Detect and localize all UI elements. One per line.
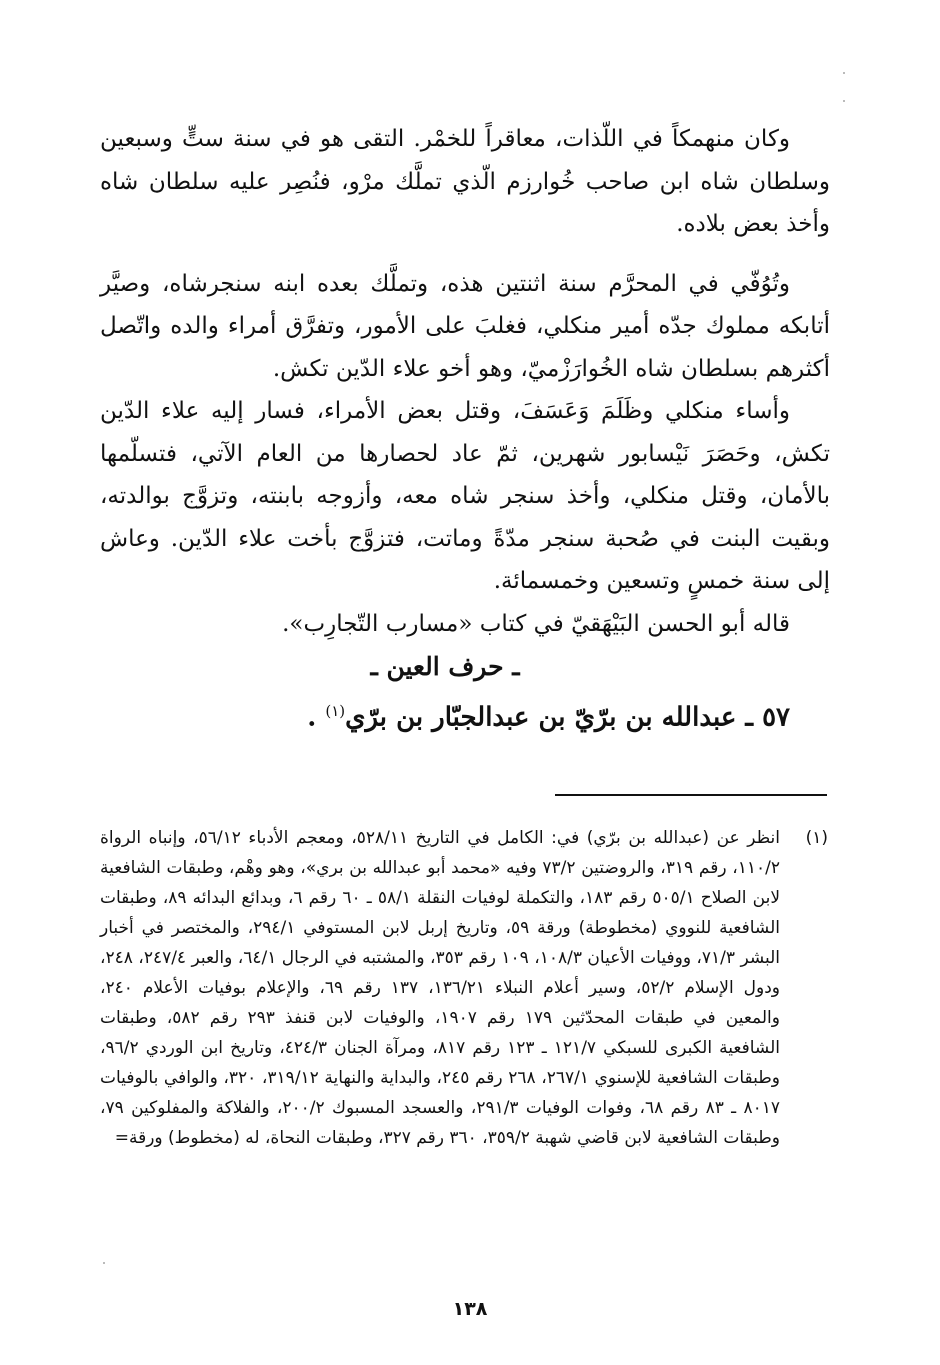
entry-title [100,689,830,740]
paragraph-2: وتُوُفّي في المحرَّم سنة اثنتين هذه، وتملَّك بعده ابنه سنجرشاه، وصيَّر أتابكه مملوك جدّه أمير منكلي، فغلبَ على الأمور، وتفرَّق أمراء والده واتّصل أكثرهم بسلطان شاه الخُوارَزْميّ، وهو أخو علاء الدّين تكش. [100,270,830,382]
section-heading: ـ حرف العين ـ [370,651,520,681]
footnote-reference: (١) [325,701,346,720]
footnote-marker: (١) [805,828,828,848]
paragraph-1: وكان منهمكاً في اللّذات، معاقراً للخمْر. التقى هو في سنة ستٍّ وسبعين وسلطان شاه ابن صاحب خُوارزم الّذي تملَّك مرْو، فنُصِر عليه سلطان شاه وأخذ بعض بلاده. [100,126,830,237]
entry-name: ٥٧ ـ عبدالله بن برّيّ بن عبدالجبّار بن برّي [345,702,790,733]
footnote-separator [555,794,827,796]
entry-end: . [307,702,326,733]
citation: قاله أبو الحسن البَيْهَقيّ في كتاب «مسارب التّجارِب». [282,610,790,637]
scan-speck [843,72,845,74]
scan-speck [103,1262,105,1264]
page-number: ١٣٨ [452,1298,488,1320]
paragraph-3: وأساء منكلي وظَلَمَ وَعَسَفَ، وقتل بعض الأمراء، فسار إليه علاء الدّين تكش، وحَصَرَ نَيْسابور شهرين، ثمّ عاد لحصارها من العام الآتي، فتسلّمها بالأمان، وقتل منكلي، وأخذ سنجر شاه معه، وأزوجه بابنته، وتزوَّج بوالدته، وبقيت البنت في صُحبة سنجر مدّةً وماتت، فتزوَّج بأخت علاء الدّين. وعاش إلى سنة خمسٍ وتسعين وخمسمائة. [100,398,830,594]
main-text [100,118,830,739]
footnote-text: انظر عن (عبدالله بن برّي) في: الكامل في التاريخ ٥٢٨/١١، ومعجم الأدباء ٥٦/١٢، وإنباه الرواة ١١٠/٢، رقم ٣١٩، والروضتين ٧٣/٢ وفيه «محمد أبو عبدالله بن بري»، وهو وهْم، وطبقات الشافعية لابن الصلاح ٥٠٥/١ رقم ١٨٣، والتكملة لوفيات النقلة ٥٨/١ ـ ٦٠ رقم ٦، وبدائع البدائه ٨٩، وطبقات الشافعية للنووي (مخطوطة) ورقة ٥٩، وتاريخ إربل لابن المستوفي ٢٩٤/١، والمختصر في أخبار البشر ٧١/٣، ووفيات الأعيان ١٠٨/٣، ١٠٩ رقم ٣٥٣، والمشتبه في الرجال ٦٤/١، والعبر ٢٤٧/٤، ٢٤٨، ودول الإسلام ٥٢/٢، وسير أعلام النبلاء ١٣٦/٢١، ١٣٧ رقم ٦٩، والإعلام بوفيات الأعلام ٢٤٠، والمعين في طبقات المحدّثين ١٧٩ رقم ١٩٠٧، والوفيات لابن قنفذ ٢٩٣ رقم ٥٨٢، وطبقات الشافعية الكبرى للسبكي ١٢١/٧ ـ ١٢٣ رقم ٨١٧، ومرآة الجنان ٤٢٤/٣، وتاريخ ابن الوردي ٩٦/٢، وطبقات الشافعية للإسنوي ٢٦٧/١، ٢٦٨ رقم ٢٤٥، والبداية والنهاية ٣١٩/١٢، ٣٢٠، والوافي بالوفيات ٨٠١٧ ـ ٨٣ رقم ٦٨، وفوات الوفيات ٢٩١/٣، والعسجد المسبوك ٢٠٠/٢، والفلاكة والمفلوكين ٧٩، وطبقات الشافعية لابن قاضي شهبة ٣٥٩/٢، ٣٦٠ رقم ٣٢٧، وطبقات النحاة، له (مخطوط) ورقة= [100,828,781,1148]
scan-speck [843,100,845,102]
footnote [100,823,828,1153]
